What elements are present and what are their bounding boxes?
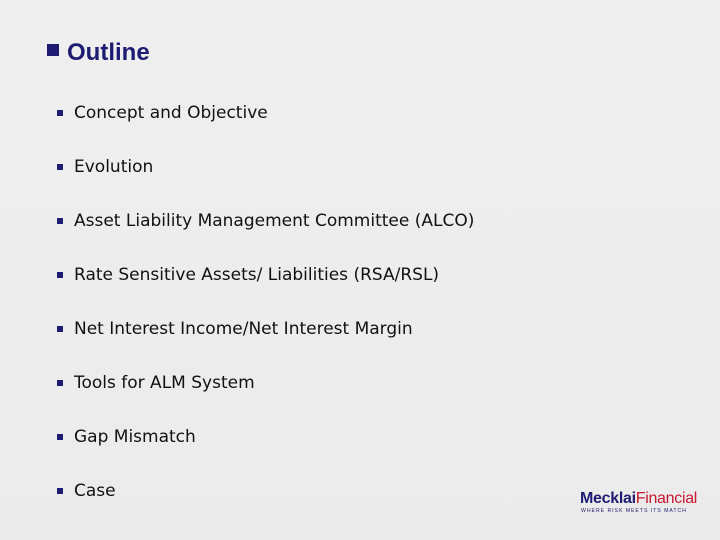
outline-item-label: Gap Mismatch xyxy=(74,427,196,447)
square-bullet-icon xyxy=(57,218,63,224)
outline-item xyxy=(57,371,255,395)
logo-brand-suffix: Financial xyxy=(635,490,698,507)
outline-item-label: Concept and Objective xyxy=(74,103,268,123)
company-logo xyxy=(580,490,702,516)
outline-item-label: Tools for ALM System xyxy=(74,373,255,393)
logo-brand-name: Mecklai xyxy=(580,490,636,507)
outline-item-label: Net Interest Income/Net Interest Margin xyxy=(74,319,413,339)
square-bullet-icon xyxy=(57,272,63,278)
logo-tagline: WHERE RISK MEETS ITS MATCH xyxy=(581,508,687,514)
square-bullet-icon xyxy=(57,434,63,440)
outline-item xyxy=(57,209,474,233)
square-bullet-icon xyxy=(57,380,63,386)
square-bullet-icon xyxy=(57,110,63,116)
outline-item-label: Evolution xyxy=(74,157,154,177)
logo-wordmark xyxy=(580,490,697,508)
square-bullet-icon xyxy=(57,164,63,170)
outline-item xyxy=(57,101,268,125)
outline-item xyxy=(57,155,153,179)
title-bullet-icon xyxy=(47,44,59,56)
slide-title: Outline xyxy=(67,39,150,66)
outline-item xyxy=(57,479,116,503)
outline-item-label: Case xyxy=(74,481,116,501)
outline-item-label: Rate Sensitive Assets/ Liabilities (RSA/RSL) xyxy=(74,265,440,285)
square-bullet-icon xyxy=(57,488,63,494)
outline-item-label: Asset Liability Management Committee (ALCO) xyxy=(74,211,475,231)
outline-item xyxy=(57,317,413,341)
outline-item xyxy=(57,425,196,449)
square-bullet-icon xyxy=(57,326,63,332)
outline-item xyxy=(57,263,439,287)
